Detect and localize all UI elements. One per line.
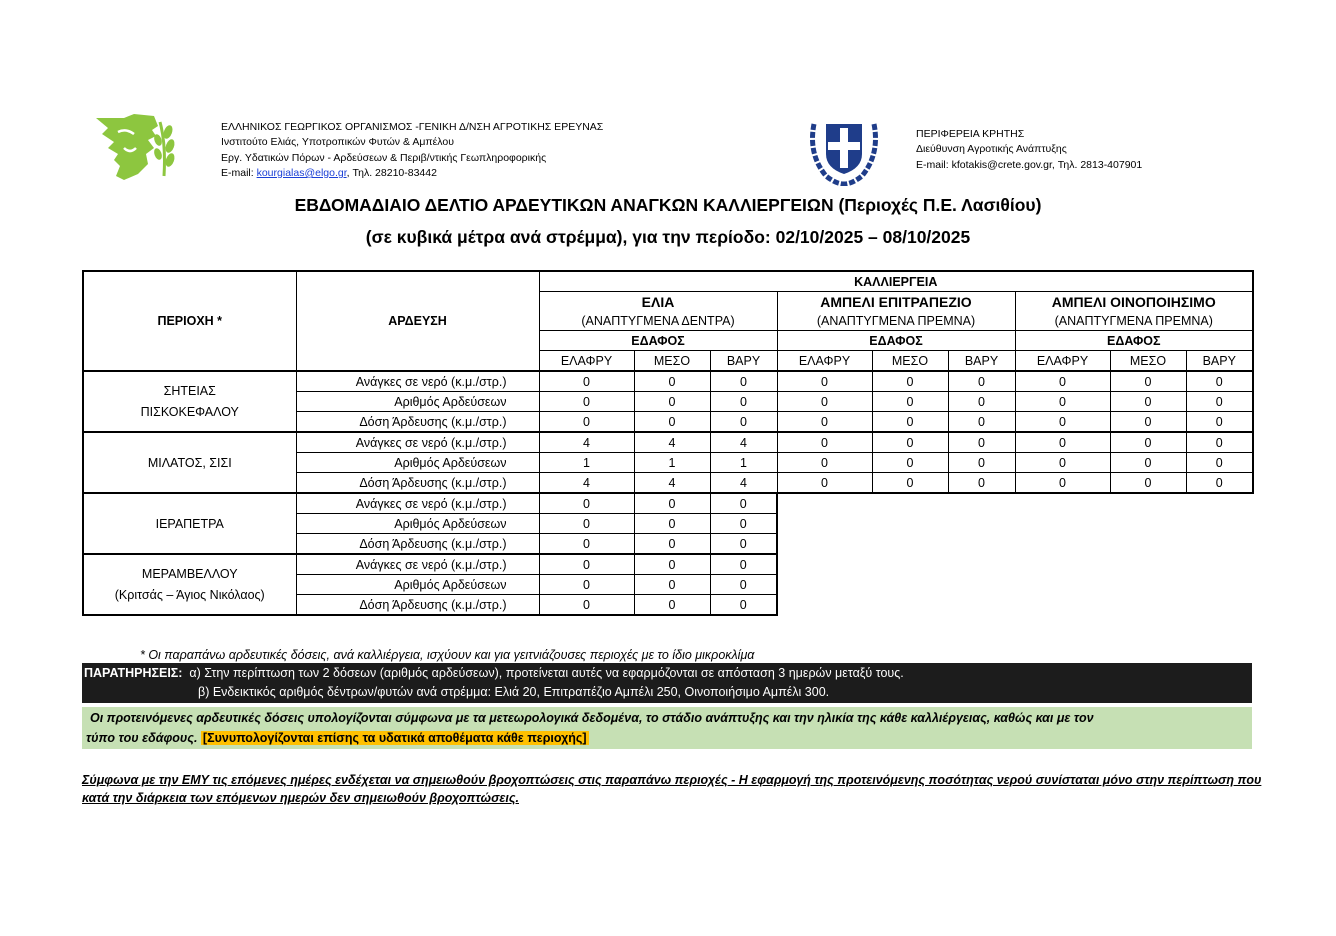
row-label: Αριθμός Αρδεύσεων	[296, 392, 539, 412]
cell: 0	[634, 534, 710, 555]
cell: 0	[948, 371, 1015, 392]
cell: 0	[1110, 392, 1186, 412]
remarks-box	[82, 663, 1252, 703]
cell: 0	[777, 412, 872, 433]
greek-emblem	[806, 114, 882, 186]
cell: 0	[1186, 412, 1253, 433]
cell: 0	[539, 554, 634, 575]
row-label: Δόση Άρδευσης (κ.μ./στρ.)	[296, 473, 539, 494]
header-right-info	[916, 127, 1142, 173]
rain-warning: Σύμφωνα με την ΕΜΥ τις επόμενες ημέρες ενδέχεται να σημειωθούν βροχοπτώσεις στις παραπάνω περιοχές - Η εφαρμογή της προτεινόμενης ποσότητας νερού συνίσταται μόνο στην περίπτωση που κατά την διάρκεια των επόμενων ημερών δεν σημειωθούν βροχοπτώσεις.	[82, 773, 1262, 805]
row-label: Ανάγκες σε νερό (κ.μ./στρ.)	[296, 554, 539, 575]
soil-heavy: ΒΑΡΥ	[710, 351, 777, 372]
cell: 1	[710, 453, 777, 473]
email-link[interactable]: kourgialas@elgo.gr	[256, 166, 347, 179]
row-label: Αριθμός Αρδεύσεων	[296, 514, 539, 534]
cell: 0	[539, 575, 634, 595]
cell: 0	[1110, 473, 1186, 494]
cell: 0	[539, 514, 634, 534]
cell: 0	[710, 514, 777, 534]
row-label: Αριθμός Αρδεύσεων	[296, 453, 539, 473]
cell: 0	[1015, 453, 1110, 473]
cell: 0	[948, 453, 1015, 473]
soil-header: ΕΔΑΦΟΣ	[777, 331, 1015, 351]
cell: 0	[710, 493, 777, 514]
cell: 0	[948, 473, 1015, 494]
cell: 0	[777, 453, 872, 473]
cell: 0	[777, 371, 872, 392]
contact-line	[221, 166, 603, 181]
crop-wine-grape: ΑΜΠΕΛΙ ΟΙΝΟΠΟΙΗΣΙΜΟ	[1015, 292, 1253, 312]
cell: 0	[634, 595, 710, 616]
cell: 4	[710, 432, 777, 453]
cell: 0	[1110, 371, 1186, 392]
col-irrigation-header: ΑΡΔΕΥΣΗ	[296, 271, 539, 371]
soil-medium: ΜΕΣΟ	[1110, 351, 1186, 372]
crop-wine-grape-sub: (ΑΝΑΠΤΥΓΜΕΝΑ ΠΡΕΜΝΑ)	[1015, 311, 1253, 331]
cell: 0	[539, 534, 634, 555]
footnote: * Οι παραπάνω αρδευτικές δόσεις, ανά καλλιέργεια, ισχύουν και για γειτνιάζουσες περιοχές με το ίδιο μικροκλίμα	[140, 648, 755, 662]
cell: 0	[948, 432, 1015, 453]
cell: 0	[539, 371, 634, 392]
cell: 0	[1186, 371, 1253, 392]
cell: 0	[710, 554, 777, 575]
cell: 0	[1015, 473, 1110, 494]
soil-heavy: ΒΑΡΥ	[948, 351, 1015, 372]
remarks-line-a: ΠΑΡΑΤΗΡΗΣΕΙΣ: α) Στην περίπτωση των 2 δόσεων (αριθμός αρδεύσεων), προτείνεται αυτές να εφαρμόζονται σε απόσταση 3 ημερών μεταξύ τους.	[84, 666, 904, 680]
cell: 0	[872, 412, 948, 433]
cell: 0	[1110, 432, 1186, 453]
row-label: Δόση Άρδευσης (κ.μ./στρ.)	[296, 534, 539, 555]
region-milatos: ΜΙΛΑΤΟΣ, ΣΙΣΙ	[83, 432, 296, 493]
page-title: ΕΒΔΟΜΑΔΙΑΙΟ ΔΕΛΤΙΟ ΑΡΔΕΥΤΙΚΩΝ ΑΝΑΓΚΩΝ ΚΑΛΛΙΕΡΓΕΙΩΝ (Περιοχές Π.Ε. Λασιθίου)	[294, 195, 1042, 215]
cell: 0	[1015, 392, 1110, 412]
elgo-logo	[94, 114, 182, 182]
note-box	[82, 707, 1252, 749]
soil-header: ΕΔΑΦΟΣ	[539, 331, 777, 351]
cell: 0	[634, 371, 710, 392]
cell: 0	[634, 412, 710, 433]
cell: 0	[777, 473, 872, 494]
cell: 0	[1186, 432, 1253, 453]
cell: 0	[777, 392, 872, 412]
col-region-header: ΠΕΡΙΟΧΗ *	[83, 271, 296, 371]
cell: 0	[634, 392, 710, 412]
cell: 0	[710, 412, 777, 433]
cell: 0	[1110, 412, 1186, 433]
email-label: E-mail:	[221, 166, 254, 179]
region-merambellou: ΜΕΡΑΜΒΕΛΛΟΥ (Κριτσάς – Άγιος Νικόλαος)	[83, 554, 296, 615]
cell: 0	[1110, 453, 1186, 473]
cell: 0	[777, 432, 872, 453]
cell: 0	[948, 392, 1015, 412]
cell: 0	[948, 412, 1015, 433]
cell: 0	[872, 392, 948, 412]
remarks-label: ΠΑΡΑΤΗΡΗΣΕΙΣ:	[84, 666, 183, 680]
soil-heavy: ΒΑΡΥ	[1186, 351, 1253, 372]
crop-olive: ΕΛΙΑ	[539, 292, 777, 312]
row-label: Ανάγκες σε νερό (κ.μ./στρ.)	[296, 493, 539, 514]
cell: 0	[710, 575, 777, 595]
irrigation-table	[82, 270, 1254, 616]
crops-header: ΚΑΛΛΙΕΡΓΕΙΑ	[539, 271, 1253, 292]
cell: 0	[872, 371, 948, 392]
row-label: Αριθμός Αρδεύσεων	[296, 575, 539, 595]
crop-table-grape: ΑΜΠΕΛΙ ΕΠΙΤΡΑΠΕΖΙΟ	[777, 292, 1015, 312]
cell: 0	[710, 595, 777, 616]
cell: 0	[872, 453, 948, 473]
cell: 0	[872, 432, 948, 453]
cell: 0	[634, 493, 710, 514]
cell: 0	[634, 514, 710, 534]
cell: 1	[634, 453, 710, 473]
cell: 0	[1186, 473, 1253, 494]
cell: 4	[539, 432, 634, 453]
note-highlight: [Συνυπολογίζονται επίσης τα υδατικά αποθέματα κάθε περιοχής]	[202, 731, 587, 745]
cell: 0	[1015, 412, 1110, 433]
lab-name: Εργ. Υδατικών Πόρων - Αρδεύσεων & Περιβ/ντικής Γεωπληροφορικής	[221, 151, 547, 164]
cell: 0	[710, 534, 777, 555]
region-contact: E-mail: kfotakis@crete.gov.gr, Τηλ. 2813-407901	[916, 158, 1143, 171]
header-left-info	[221, 120, 603, 181]
cell: 0	[634, 575, 710, 595]
cell: 0	[1015, 371, 1110, 392]
soil-light: ΕΛΑΦΡΥ	[777, 351, 872, 372]
crop-olive-sub: (ΑΝΑΠΤΥΓΜΕΝΑ ΔΕΝΤΡΑ)	[539, 311, 777, 331]
soil-medium: ΜΕΣΟ	[634, 351, 710, 372]
cell: 0	[539, 412, 634, 433]
soil-light: ΕΛΑΦΡΥ	[539, 351, 634, 372]
soil-header: ΕΔΑΦΟΣ	[1015, 331, 1253, 351]
row-label: Δόση Άρδευσης (κ.μ./στρ.)	[296, 595, 539, 616]
cell: 0	[539, 595, 634, 616]
row-label: Ανάγκες σε νερό (κ.μ./στρ.)	[296, 371, 539, 392]
cell: 4	[634, 432, 710, 453]
org-name: ΕΛΛΗΝΙΚΟΣ ΓΕΩΡΓΙΚΟΣ ΟΡΓΑΝΙΣΜΟΣ -ΓΕΝΙΚΗ Δ/ΝΣΗ ΑΓΡΟΤΙΚΗΣ ΕΡΕΥΝΑΣ	[221, 121, 604, 133]
region-ierapetra: ΙΕΡΑΠΕΤΡΑ	[83, 493, 296, 554]
cell: 4	[634, 473, 710, 494]
note-line-2: τύπο του εδάφους. [Συνυπολογίζονται επίσης τα υδατικά αποθέματα κάθε περιοχής]	[86, 731, 587, 745]
institute-name: Ινστιτούτο Ελιάς, Υποτροπικών Φυτών & Αμπέλου	[221, 136, 454, 149]
cell: 0	[1186, 453, 1253, 473]
region-sitia: ΣΗΤΕΙΑΣ ΠΙΣΚΟΚΕΦΑΛΟΥ	[83, 371, 296, 432]
row-label: Ανάγκες σε νερό (κ.μ./στρ.)	[296, 432, 539, 453]
region-name: ΠΕΡΙΦΕΡΕΙΑ ΚΡΗΤΗΣ	[916, 128, 1025, 140]
remarks-line-b: β) Ενδεικτικός αριθμός δέντρων/φυτών ανά στρέμμα: Ελιά 20, Επιτραπέζιο Αμπέλι 250, Οινοποιήσιμο Αμπέλι 300.	[198, 685, 830, 699]
directorate-name: Διεύθυνση Αγροτικής Ανάπτυξης	[916, 143, 1067, 156]
cell: 0	[539, 493, 634, 514]
cell: 1	[539, 453, 634, 473]
crop-table-grape-sub: (ΑΝΑΠΤΥΓΜΕΝΑ ΠΡΕΜΝΑ)	[777, 311, 1015, 331]
cell: 0	[1015, 432, 1110, 453]
cell: 0	[710, 392, 777, 412]
cell: 0	[539, 392, 634, 412]
cell: 0	[634, 554, 710, 575]
page-subtitle: (σε κυβικά μέτρα ανά στρέμμα), για την περίοδο: 02/10/2025 – 08/10/2025	[365, 227, 971, 247]
soil-light: ΕΛΑΦΡΥ	[1015, 351, 1110, 372]
note-line-1: Οι προτεινόμενες αρδευτικές δόσεις υπολογίζονται σύμφωνα με τα μετεωρολογικά δεδομένα, το στάδιο ανάπτυξης και την ηλικία της κάθε καλλιέργειας, καθώς και με τον	[90, 711, 1094, 725]
cell: 0	[872, 473, 948, 494]
cell: 0	[710, 371, 777, 392]
cell: 0	[1186, 392, 1253, 412]
soil-medium: ΜΕΣΟ	[872, 351, 948, 372]
cell: 4	[710, 473, 777, 494]
row-label: Δόση Άρδευσης (κ.μ./στρ.)	[296, 412, 539, 433]
phone-text: , Τηλ. 28210-83442	[346, 166, 437, 179]
cell: 4	[539, 473, 634, 494]
